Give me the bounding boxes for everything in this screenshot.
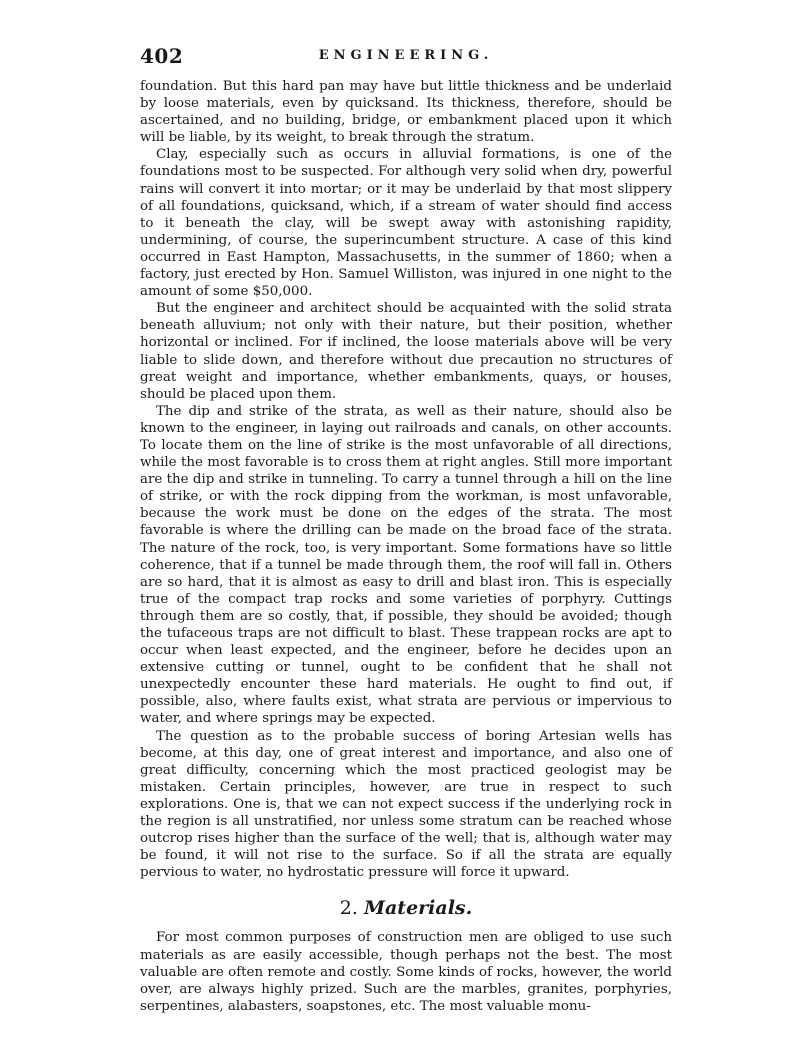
paragraph-clay: Clay, especially such as occurs in alluvial formations, is one of the foundations most to be suspected. For although very solid when dry, powerful rains will convert it into mortar; or it may be underlaid by that most slippery of all foundations, quicksand, which, if a stream of water should find access to it beneath the clay, will be swept away with astonishing rapidity, undermining, of course, the superincumbent structure. A case of this kind occurred in East Hampton, Massachusetts, in the summer of 1860; when a factory, just erected by Hon. Samuel Williston, was injured in one night to the amount of some $50,000. <box>140 147 672 300</box>
paragraph-materials: For most common purposes of construction men are obliged to use such materials as are easily accessible, though perhaps not the best. The most valuable are often remote and costly. Some kinds of rocks, however, the world over, are always highly prized. Such are the marbles, granites, porphyries, serpentines, alabasters, soapstones, etc. The most valuable monu- <box>140 930 672 1014</box>
section-number: 2. <box>339 897 358 920</box>
body-text <box>140 78 672 1015</box>
page-number: 402 <box>140 44 184 68</box>
running-head <box>140 44 672 78</box>
paragraph-solid-strata: But the engineer and architect should be acquainted with the solid strata beneath alluvium; not only with their nature, but their position, whether horizontal or inclined. For if inclined, the loose materials above will be very liable to slide down, and therefore without due precaution no structures of great weight and importance, whether embankments, quays, or houses, should be placed upon them. <box>140 301 672 402</box>
section-heading <box>140 897 672 919</box>
paragraph-dip-and-strike: The dip and strike of the strata, as well as their nature, should also be known to the engineer, in laying out railroads and canals, on other accounts. To locate them on the line of strike is the most unfavorable of all directions, while the most favorable is to cross them at right angles. Still more important are the dip and strike in tunneling. To carry a tunnel through a hill on the line of strike, or with the rock dipping from the workman, is most unfavorable, because the work must be done on the edges of the strata. The most favorable is where the drilling can be made on the broad face of the strata. The nature of the rock, too, is very important. Some formations have so little coherence, that if a tunnel be made through them, the roof will fall in. Others are so hard, that it is almost as easy to drill and blast iron. This is especially true of the compact trap rocks and some varieties of porphyry. Cuttings through them are so costly, that, if possible, they should be avoided; though the tufaceous traps are not difficult to blast. These trappean rocks are apt to occur when least expected, and the engineer, before he decides upon an extensive cutting or tunnel, ought to be confident that he shall not unexpectedly encounter these hard materials. He ought to find out, if possible, also, where faults exist, what strata are pervious or impervious to water, and where springs may be expected. <box>140 403 672 727</box>
section-title: Materials. <box>363 897 473 920</box>
paragraph-artesian-wells: The question as to the probable success of boring Artesian wells has become, at this day, one of great interest and importance, and also one of great difficulty, concerning which the most practiced geologist may be mistaken. Certain principles, however, are true in respect to such explorations. One is, that we can not expect success if the underlying rock in the region is all unstratified, nor unless some stratum can be reached whose outcrop rises higher than the surface of the well; that is, although water may be found, it will not rise to the surface. So if all the strata are equally pervious to water, no hydrostatic pressure will force it upward. <box>140 728 672 881</box>
page <box>140 44 672 1015</box>
running-title: ENGINEERING. <box>318 48 494 63</box>
paragraph-continuation: foundation. But this hard pan may have but little thickness and be underlaid by loose materials, even by quicksand. Its thickness, therefore, should be ascertained, and no building, bridge, or embankment placed upon it which will be liable, by its weight, to break through the stratum. <box>140 79 672 146</box>
